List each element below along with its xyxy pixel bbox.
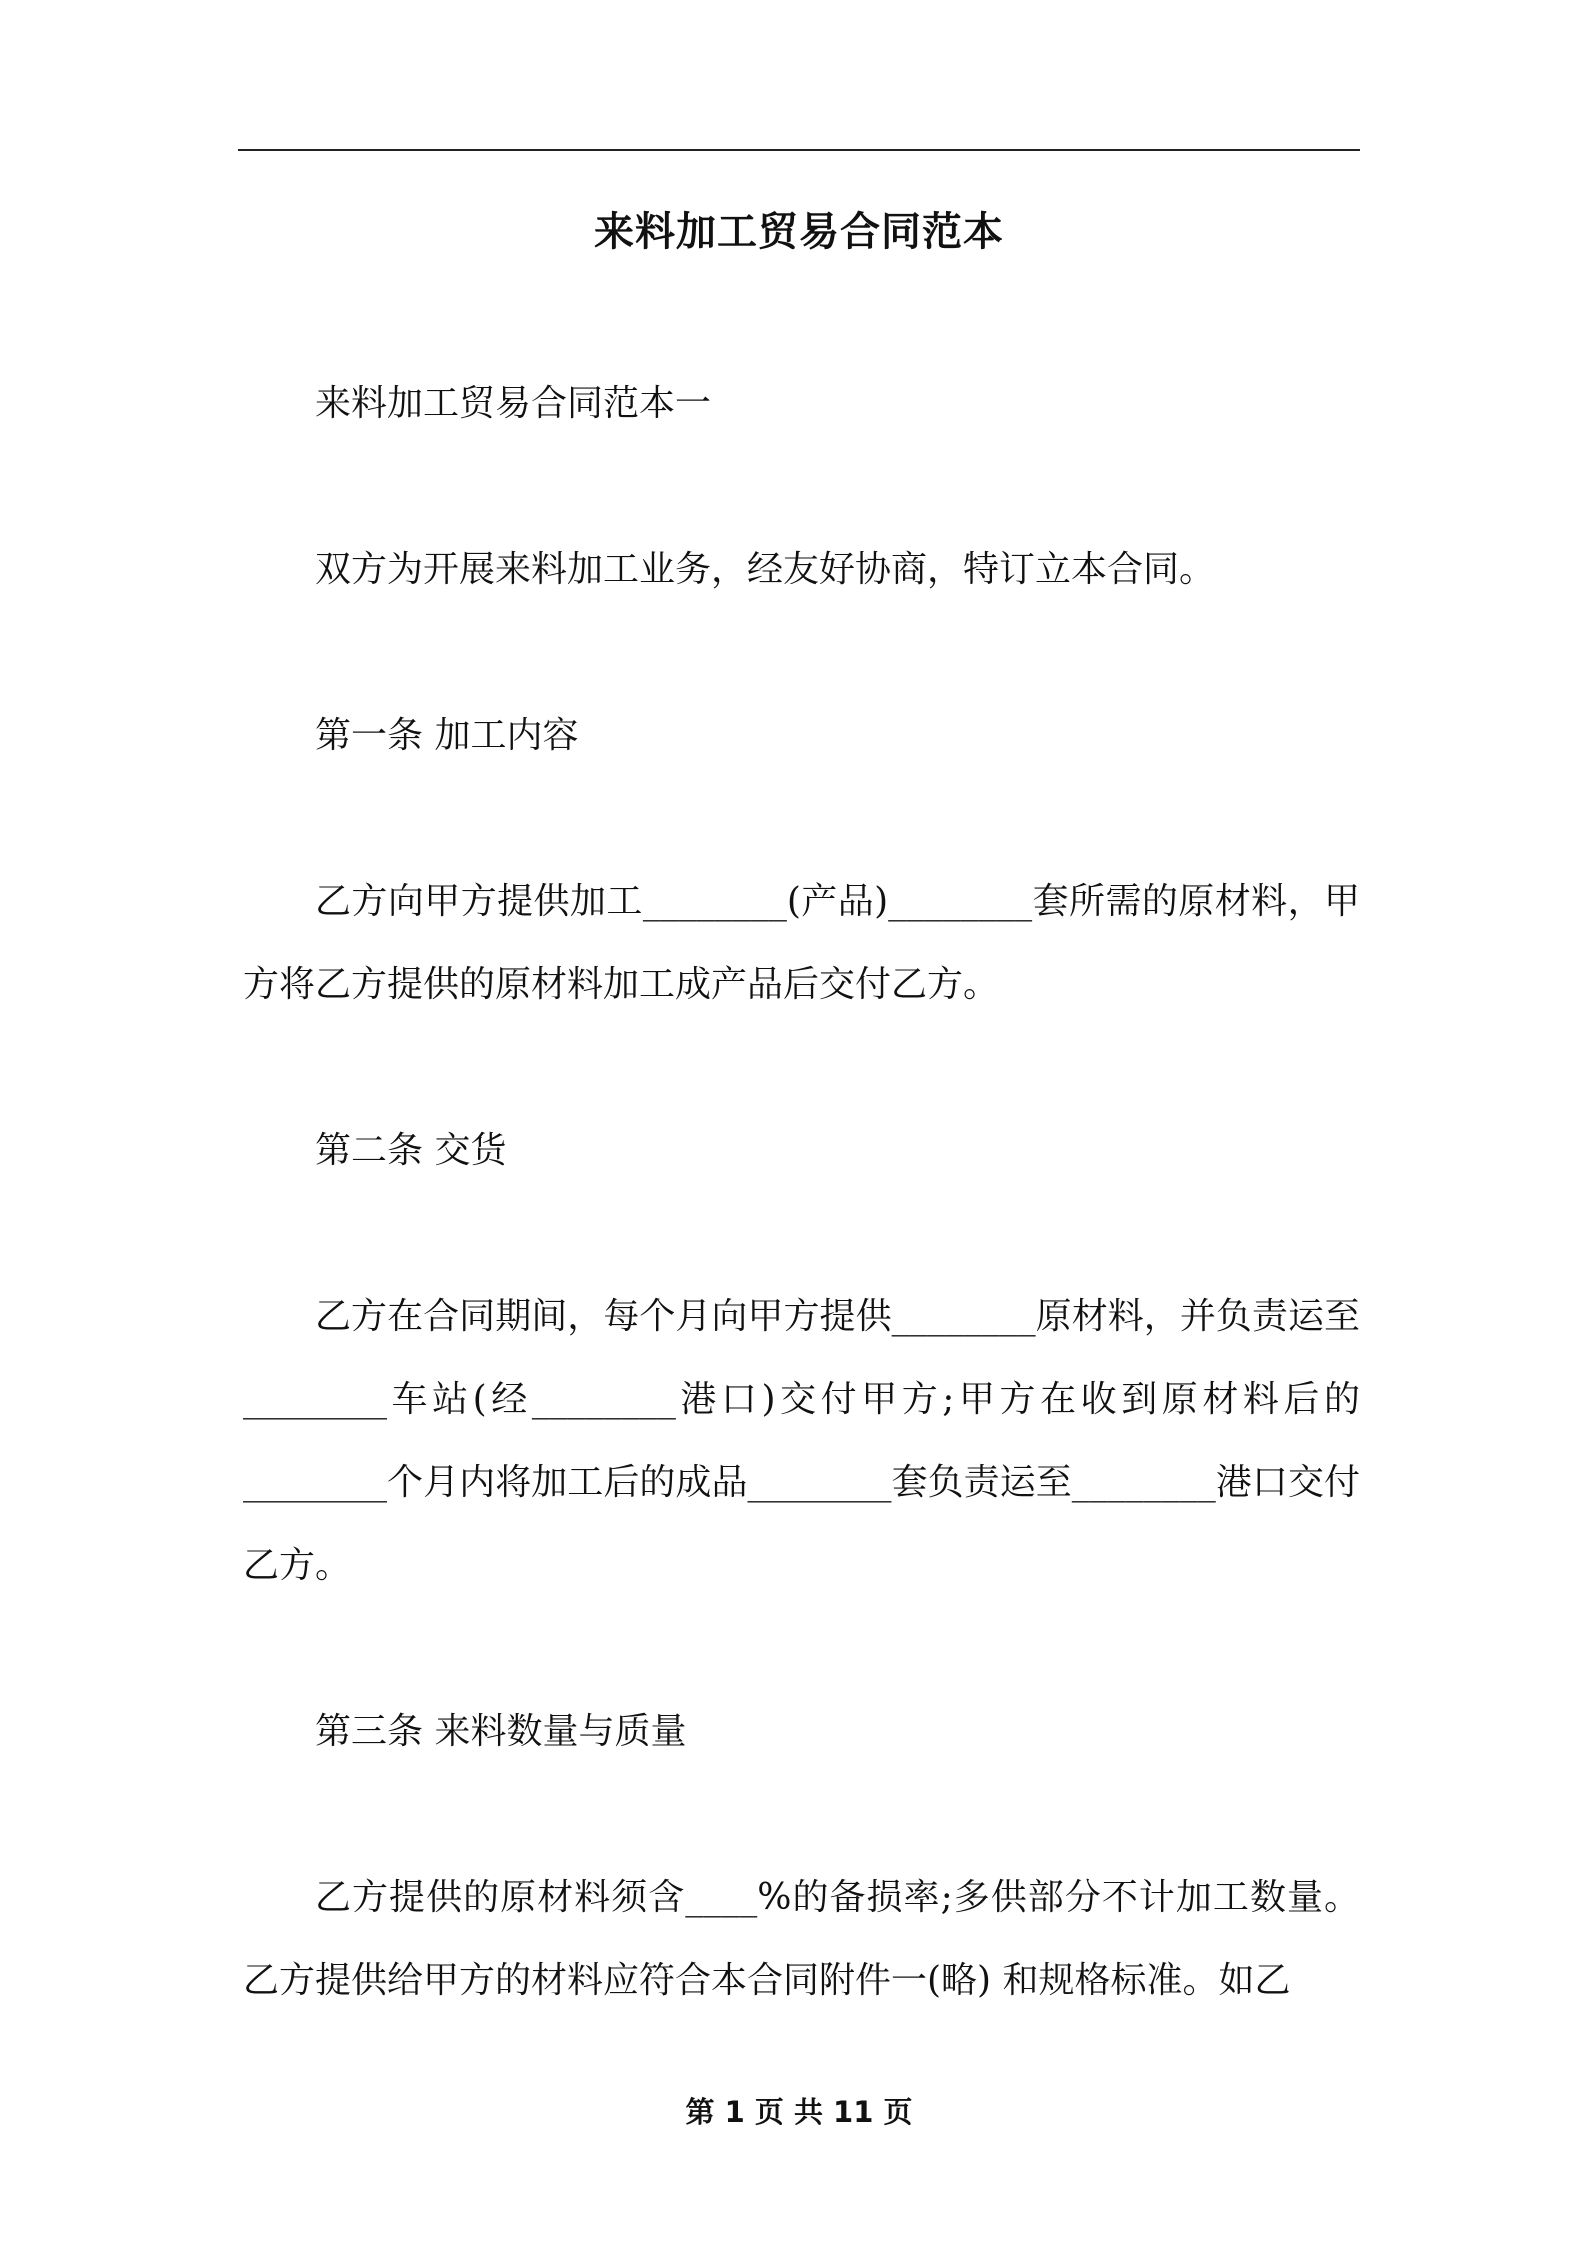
document-title: 来料加工贸易合同范本 [594, 208, 1004, 255]
page-footer: 第 1 页 共 11 页 [685, 2095, 913, 2129]
article-1-heading: 第一条 加工内容 [315, 715, 579, 756]
intro-paragraph: 双方为开展来料加工业务，经友好协商，特订立本合同。 [315, 549, 1216, 590]
article-2-paragraph: 乙方在合同期间，每个月向甲方提供________原材料，并负责运至________车站(经________港口)交付甲方;甲方在收到原材料后的________个月内将加工后的成品________套负责运至________港口交付乙方。 [243, 1296, 1360, 1586]
document-body [243, 362, 1360, 2022]
article-1-paragraph: 乙方向甲方提供加工________(产品)________套所需的原材料，甲方将乙方提供的原材料加工成产品后交付乙方。 [243, 881, 1360, 1005]
header-rule [238, 149, 1360, 151]
article-2-heading: 第二条 交货 [315, 1130, 507, 1171]
article-3-heading: 第三条 来料数量与质量 [315, 1711, 687, 1752]
article-3-paragraph: 乙方提供的原材料须含____%的备损率;多供部分不计加工数量。乙方提供给甲方的材料应符合本合同附件一(略) 和规格标准。如乙 [243, 1877, 1360, 2001]
contract-heading: 来料加工贸易合同范本一 [315, 383, 712, 424]
